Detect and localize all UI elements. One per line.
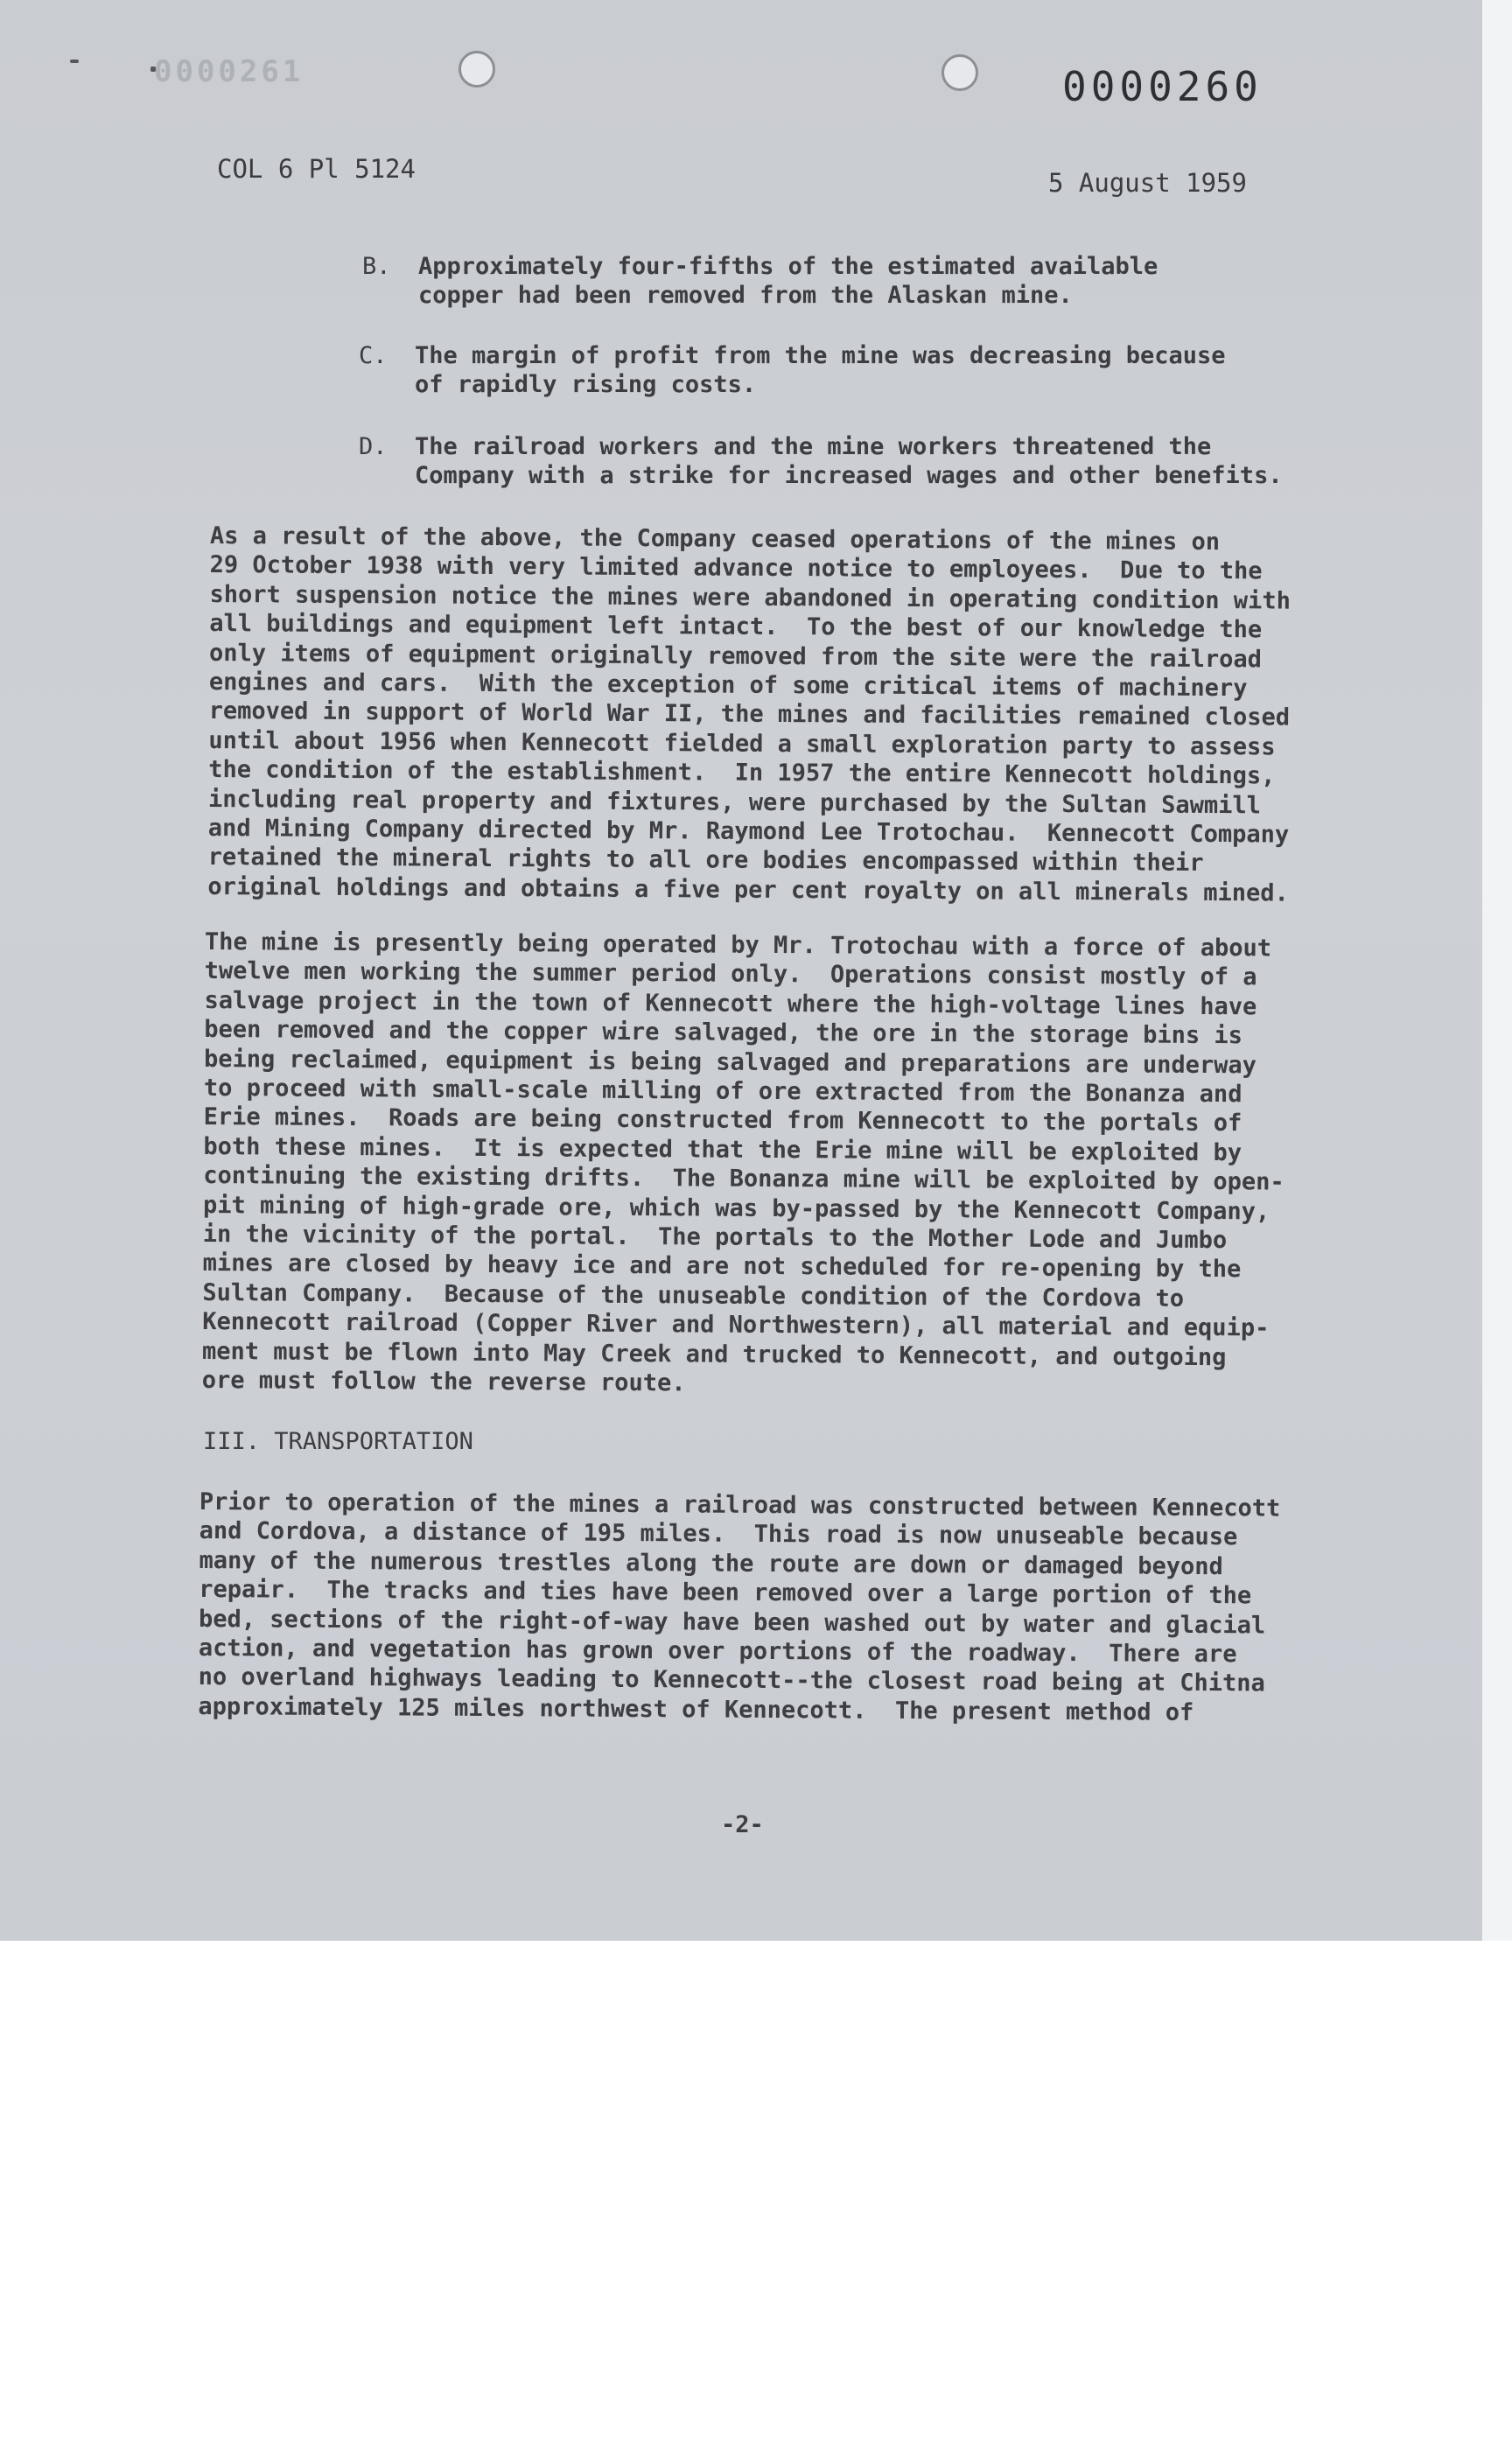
list-item-letter: B. bbox=[362, 253, 391, 280]
text-line: Approximately four-fifths of the estimated available bbox=[418, 253, 1158, 280]
text-line: removed in support of World War II, the mines and facilities remained closed bbox=[208, 697, 1291, 732]
text-line: 29 October 1938 with very limited advance notice to employees. Due to the bbox=[209, 551, 1263, 585]
text-line: The margin of profit from the mine was decreasing because bbox=[415, 342, 1226, 369]
text-line: in the vicinity of the portal. The portals to the Mother Lode and Jumbo bbox=[202, 1221, 1228, 1255]
text-line: The railroad workers and the mine workers threatened the bbox=[415, 433, 1212, 460]
document-date: 5 August 1959 bbox=[1048, 168, 1247, 198]
text-line: continuing the existing drifts. The Bonanza mine will be exploited by open- bbox=[203, 1162, 1284, 1196]
paragraph bbox=[198, 1488, 1280, 1728]
page-number: -2- bbox=[721, 1811, 764, 1838]
text-line: bed, sections of the right-of-way have been washed out by water and glacial bbox=[198, 1605, 1266, 1640]
list-item-letter: D. bbox=[359, 433, 388, 460]
text-line: only items of equipment originally removed from the site were the railroad bbox=[208, 639, 1263, 673]
list-item-text bbox=[415, 432, 1283, 490]
text-line: original holdings and obtains a five per cent royalty on all minerals mined. bbox=[207, 872, 1289, 907]
text-line: short suspension notice the mines were abandoned in operating condition with bbox=[209, 580, 1291, 615]
text-line: approximately 125 miles northwest of Kennecott. The present method of bbox=[198, 1692, 1194, 1726]
text-line: of rapidly rising costs. bbox=[415, 371, 757, 398]
text-line: and Cordova, a distance of 195 miles. This road is now unuseable because bbox=[199, 1517, 1238, 1551]
text-line: salvage project in the town of Kennecott where the high-voltage lines have bbox=[204, 986, 1257, 1021]
text-line: twelve men working the summer period only. Operations consist mostly of a bbox=[204, 957, 1257, 991]
text-line: mines are closed by heavy ice and are not scheduled for re-opening by the bbox=[202, 1250, 1242, 1284]
reference-code: COL 6 Pl 5124 bbox=[217, 154, 416, 184]
text-line: pit mining of high-grade ore, which was by-passed by the Kennecott Company, bbox=[202, 1191, 1270, 1226]
text-line: being reclaimed, equipment is being salvaged and preparations are underway bbox=[203, 1045, 1257, 1079]
punch-hole bbox=[942, 54, 978, 91]
text-line: including real property and fixtures, were purchased by the Sultan Sawmill bbox=[207, 785, 1262, 819]
text-line: Company with a strike for increased wages and other benefits. bbox=[415, 462, 1283, 489]
list-item-text bbox=[418, 252, 1158, 310]
punch-hole bbox=[458, 51, 495, 88]
text-line: until about 1956 when Kennecott fielded a small exploration party to assess bbox=[208, 726, 1276, 761]
text-line: the condition of the establishment. In 1957 the entire Kennecott holdings, bbox=[208, 756, 1276, 790]
document-number: 0000260 bbox=[1062, 63, 1263, 110]
list-item-letter: C. bbox=[359, 342, 388, 369]
scan-edge bbox=[1482, 0, 1512, 1941]
paragraph bbox=[207, 522, 1291, 908]
section-heading: III. TRANSPORTATION bbox=[203, 1428, 473, 1455]
text-line: Prior to operation of the mines a railroad was constructed between Kennecott bbox=[199, 1488, 1281, 1522]
text-line: both these mines. It is expected that the Erie mine will be exploited by bbox=[203, 1132, 1242, 1167]
paragraph bbox=[202, 928, 1286, 1402]
scan-mark bbox=[70, 60, 79, 63]
text-line: no overland highways leading to Kennecott--the closest road being at Chitna bbox=[198, 1663, 1265, 1698]
text-line: action, and vegetation has grown over portions of the roadway. There are bbox=[198, 1634, 1237, 1669]
text-line: many of the numerous trestles along the route are down or damaged beyond bbox=[199, 1546, 1223, 1580]
text-line: Sultan Company. Because of the unuseable condition of the Cordova to bbox=[202, 1278, 1185, 1312]
text-line: been removed and the copper wire salvaged, the ore in the storage bins is bbox=[204, 1016, 1243, 1050]
text-line: repair. The tracks and ties have been removed over a large portion of the bbox=[199, 1576, 1252, 1610]
text-line: ment must be flown into May Creek and trucked to Kennecott, and outgoing bbox=[201, 1337, 1227, 1371]
list-item-text bbox=[415, 341, 1226, 399]
text-line: ore must follow the reverse route. bbox=[201, 1367, 686, 1397]
text-line: to proceed with small-scale milling of ore extracted from the Bonanza and bbox=[203, 1074, 1242, 1109]
text-line: Erie mines. Roads are being constructed from Kennecott to the portals of bbox=[203, 1103, 1242, 1138]
faded-stamp-number: 0000261 bbox=[154, 54, 304, 89]
text-line: The mine is presently being operated by Mr. Trotochau with a force of about bbox=[204, 928, 1272, 962]
text-line: engines and cars. With the exception of some critical items of machinery bbox=[208, 668, 1248, 703]
text-line: copper had been removed from the Alaskan mine. bbox=[418, 282, 1073, 309]
text-line: As a result of the above, the Company ceased operations of the mines on bbox=[209, 522, 1221, 556]
text-line: and Mining Company directed by Mr. Raymond Lee Trotochau. Kennecott Company bbox=[207, 815, 1290, 849]
text-line: Kennecott railroad (Copper River and Northwestern), all material and equip- bbox=[202, 1308, 1270, 1342]
text-line: retained the mineral rights to all ore bodies encompassed within their bbox=[207, 844, 1204, 878]
text-line: all buildings and equipment left intact. To the best of our knowledge the bbox=[209, 610, 1263, 644]
